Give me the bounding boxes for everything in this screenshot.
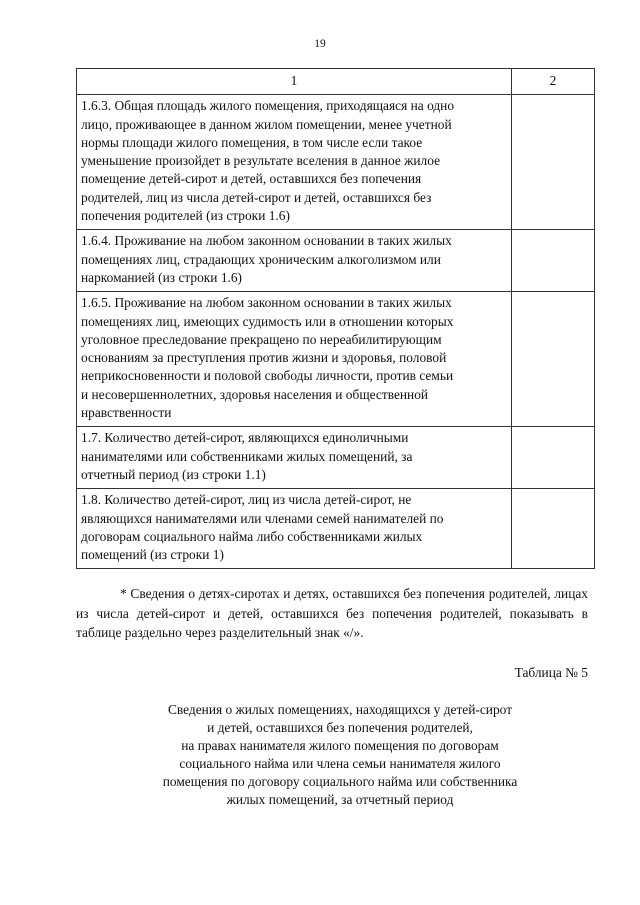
line: лицо, проживающее в данном жилом помещении, менее учетной — [81, 116, 452, 132]
data-table — [76, 68, 595, 569]
row-description-1-7 — [77, 427, 512, 489]
line: договорам социального найма либо собственниками жилых — [81, 528, 423, 544]
section-title-line: на правах нанимателя жилого помещения по договорам — [181, 738, 499, 753]
row-value-cell — [512, 230, 595, 292]
table-row — [77, 489, 595, 569]
column-header-2: 2 — [512, 69, 595, 95]
line: родителей, лиц из числа детей-сирот и детей, оставшихся без — [81, 189, 432, 205]
row-value-cell — [512, 489, 595, 569]
footnote: * Сведения о детях-сиротах и детях, оставшихся без попечения родителей, лицах из числа детей-сирот и детей, оставшихся без попечения родителей, показывать в таблице раздельно через разделительный знак «/». — [76, 586, 588, 641]
line: помещение детей-сирот и детей, оставшихся без попечения — [81, 171, 422, 187]
line: попечения родителей (из строки 1.6) — [81, 208, 290, 224]
line: помещениях лиц, страдающих хроническим алкоголизмом или — [81, 251, 441, 267]
line: основаниям за преступления против жизни и здоровья, половой — [81, 350, 447, 366]
line: 1.6.3. Общая площадь жилого помещения, приходящаяся на одно — [81, 98, 455, 114]
row-value-cell — [512, 95, 595, 230]
line: уменьшение произойдет в результате вселения в данное жилое — [81, 153, 441, 169]
line: 1.6.4. Проживание на любом законном основании в таких жилых — [81, 233, 452, 249]
row-value-cell — [512, 292, 595, 427]
row-description-1-8 — [77, 489, 512, 569]
row-description-1-6-4 — [77, 230, 512, 292]
section-title-line: Сведения о жилых помещениях, находящихся у детей-сирот — [167, 702, 513, 717]
table-number-label: Таблица № 5 — [514, 665, 588, 680]
section-title — [120, 701, 560, 809]
line: неприкосновенности и половой свободы личности, против семьи — [81, 368, 454, 384]
table-row — [77, 95, 595, 230]
section-title-line: жилых помещений, за отчетный период — [226, 792, 454, 807]
line: помещений (из строки 1) — [81, 547, 224, 563]
line: 1.8. Количество детей-сирот, лиц из числа детей-сирот, не — [81, 492, 412, 508]
section-title-line: социального найма или члена семьи нанимателя жилого — [179, 756, 501, 771]
line: помещениях лиц, имеющих судимость или в отношении которых — [81, 313, 454, 329]
line: и несовершеннолетних, здоровья населения и общественной — [81, 386, 429, 402]
line: 1.7. Количество детей-сирот, являющихся единоличными — [81, 430, 409, 446]
line: 1.6.5. Проживание на любом законном основании в таких жилых — [81, 295, 452, 311]
line: наркоманией (из строки 1.6) — [81, 269, 243, 285]
table-header-row — [77, 69, 595, 95]
line: отчетный период (из строки 1.1) — [81, 466, 266, 482]
line: являющихся нанимателями или членами семей нанимателей по — [81, 510, 444, 526]
row-description-1-6-5 — [77, 292, 512, 427]
page-number: 19 — [314, 38, 326, 50]
line: нанимателями или собственниками жилых помещений, за — [81, 448, 413, 464]
line: уголовное преследование прекращено по нереабилитирующим — [81, 331, 442, 347]
section-title-line: и детей, оставшихся без попечения родителей, — [207, 720, 473, 735]
table-row — [77, 292, 595, 427]
row-value-cell — [512, 427, 595, 489]
section-title-line: помещения по договору социального найма или собственника — [162, 774, 518, 789]
line: нормы площади жилого помещения, в том числе если такое — [81, 134, 423, 150]
row-description-1-6-3 — [77, 95, 512, 230]
table-row — [77, 427, 595, 489]
column-header-1: 1 — [77, 69, 512, 95]
table-row — [77, 230, 595, 292]
line: нравственности — [81, 405, 172, 421]
